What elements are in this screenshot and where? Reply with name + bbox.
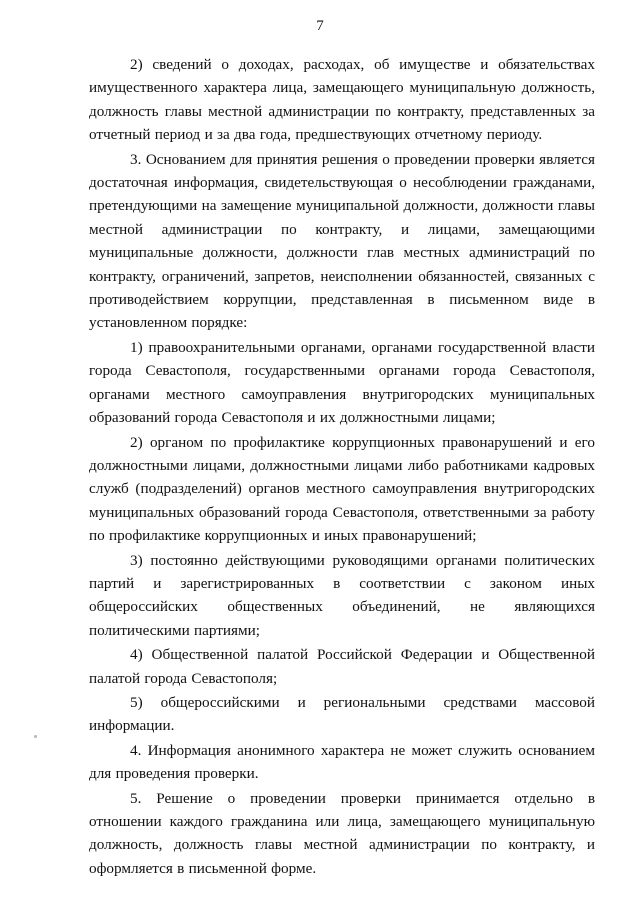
paragraph-anticorruption-body: 2) органом по профилактике коррупционных правонарушений и его должностными лицами, должностными лицами либо работниками кадровых служб (подразделений) органов местного самоуправления внутригородских муниципальных образований города Севастополя, ответственными за работу по профилактике коррупционных и иных правонарушений;: [89, 433, 595, 545]
paragraph-income-disclosure: 2) сведений о доходах, расходах, об имуществе и обязательствах имущественного характера лица, замещающего муниципальную должность, должность главы местной администрации по контракту, представленных за отчетный период и за два года, предшествующих отчетному периоду.: [89, 56, 595, 144]
paragraph-mass-media: 5) общероссийскими и региональными средствами массовой информации.: [89, 693, 595, 735]
document-body: [89, 53, 595, 880]
page-number: 7: [316, 18, 324, 34]
scan-dot: [34, 735, 37, 738]
paragraph-grounds-for-check: 3. Основанием для принятия решения о проведении проверки является достаточная информация, свидетельствующая о несоблюдении гражданами, претендующими на замещение муниципальной должности, должности главы местной администрации по контракту, и лицами, замещающими муниципальные должности, должности глав местных администраций по контракту, ограничений, запретов, неисполнении обязанностей, связанных с противодействием коррупции, представленная в письменном виде в установленном порядке:: [89, 150, 595, 332]
paragraph-public-chambers: 4) Общественной палатой Российской Федерации и Общественной палатой города Севастополя;: [89, 646, 595, 687]
paragraph-political-parties: 3) постоянно действующими руководящими органами политических партий и зарегистрированных в соответствии с законом иных общероссийских общественных объединений, не являющихся политическими партиями;: [89, 551, 595, 639]
paragraph-anonymous-info: 4. Информация анонимного характера не может служить основанием для проведения проверки.: [89, 741, 595, 783]
paragraph-decision-form: 5. Решение о проведении проверки принимается отдельно в отношении каждого гражданина или лица, замещающего муниципальную должность, должность главы местной администрации по контракту, и оформляется в письменной форме.: [89, 789, 595, 877]
paragraph-law-enforcement-bodies: 1) правоохранительными органами, органами государственной власти города Севастополя, государственными органами города Севастополя, органами местного самоуправления внутригородских муниципальных образований города Севастополя и их должностными лицами;: [89, 338, 595, 427]
